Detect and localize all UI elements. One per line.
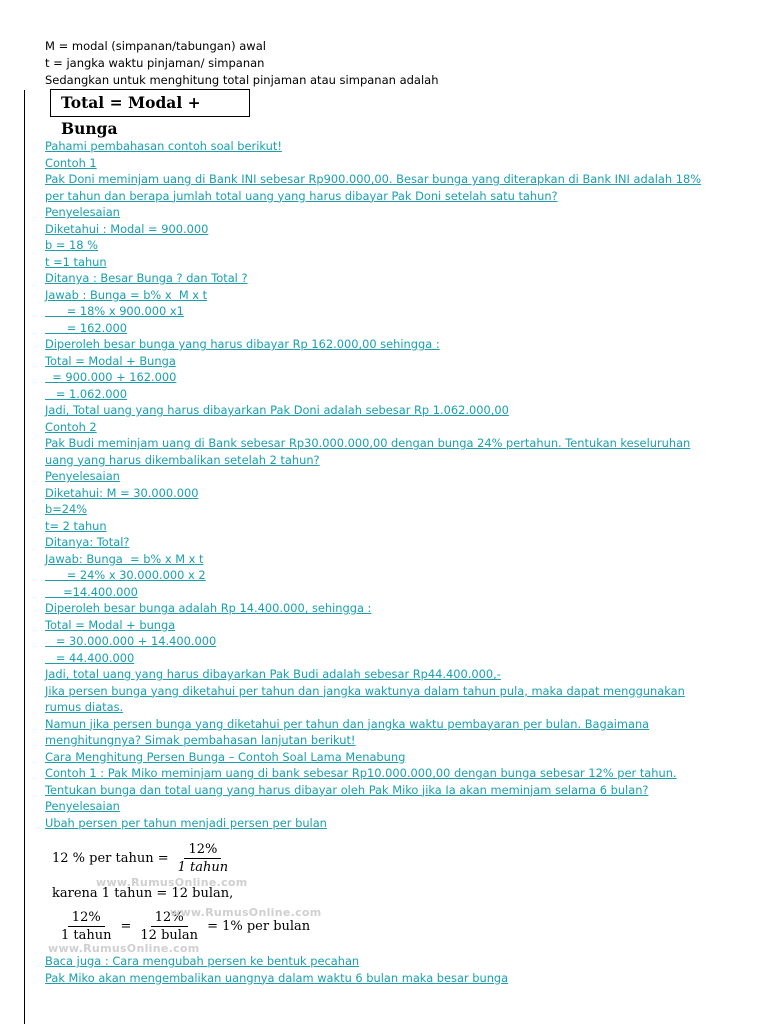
total-formula-box: Total = Modal + Bunga [50, 89, 250, 117]
content-line: menghitungnya? Simak pembahasan lanjutan berikut! [45, 733, 356, 747]
content-line: Contoh 1 : Pak Miko meminjam uang di bank sebesar Rp10.000.000,00 dengan bunga sebesar 12% per tahun. [45, 766, 677, 780]
content-line: = 44.400.000 [45, 650, 135, 665]
content-line: Penyelesaian [45, 799, 120, 813]
fraction-12-per-1-tahun-b [57, 910, 116, 943]
content-line: rumus diatas. [45, 700, 124, 714]
intro-line: Sedangkan untuk menghitung total pinjaman atau simpanan adalah [45, 73, 439, 87]
content-line: Diketahui: M = 30.000.000 [45, 485, 199, 500]
content-line: Jika persen bunga yang diketahui per tahun dan jangka waktunya dalam tahun pula, maka dapat menggunakan [45, 683, 685, 698]
content-line: Pak Doni meminjam uang di Bank INI sebesar Rp900.000,00. Besar bunga yang diterapkan di Bank INI adalah 18% [45, 172, 702, 186]
content-line: =14.400.000 [45, 584, 138, 599]
margin-line [24, 90, 25, 1024]
content-line: Ditanya: Total? [45, 535, 130, 549]
content-line: = 18% x 900.000 x1 [45, 304, 184, 318]
content-line: t= 2 tahun [45, 518, 107, 533]
watermark-text: www.RumusOnline.com [170, 906, 322, 919]
fraction-numerator: 12% [151, 910, 188, 927]
content-line: Pak Budi meminjam uang di Bank sebesar Rp30.000.000,00 dengan bunga 24% pertahun. Tentukan keseluruhan [45, 436, 691, 450]
content-line: Jawab: Bunga = b% x M x t [45, 551, 204, 566]
content-line: b=24% [45, 502, 88, 516]
math-row2: karena 1 tahun = 12 bulan, [52, 886, 234, 901]
content-line: Namun jika persen bunga yang diketahui per tahun dan jangka waktu pembayaran per bulan. Bagaimana [45, 716, 650, 731]
content-line: Penyelesaian [45, 205, 120, 219]
content-line: Pahami pembahasan contoh soal berikut! [45, 139, 282, 153]
math-row3-result: = 1% per bulan [207, 919, 311, 934]
content-line: uang yang harus dikembalikan setelah 2 tahun? [45, 452, 320, 467]
fraction-denominator: 1 tahun [61, 928, 112, 943]
fraction-numerator: 12% [68, 910, 105, 927]
content-line: Diperoleh besar bunga yang harus dibayar Rp 162.000,00 sehingga : [45, 337, 440, 351]
content-line: = 162.000 [45, 320, 127, 335]
content-line: b = 18 % [45, 238, 98, 252]
content-line: = 1.062.000 [45, 386, 127, 401]
fraction-denominator: 1 tahun [177, 860, 229, 875]
content-line: Cara Menghitung Persen Bunga – Contoh Soal Lama Menabung [45, 749, 406, 764]
intro-text [45, 38, 439, 89]
content-line: Ubah persen per tahun menjadi persen per bulan [45, 815, 327, 830]
math-row1-left: 12 % per tahun = [52, 851, 169, 866]
content-line: Jadi, Total uang yang harus dibayarkan Pak Doni adalah sebesar Rp 1.062.000,00 [45, 403, 509, 417]
content-line: = 900.000 + 162.000 [45, 370, 177, 384]
content-line: Tentukan bunga dan total uang yang harus dibayar oleh Pak Miko jika Ia akan meminjam selama 6 bulan? [45, 782, 649, 797]
content-line: Jadi, total uang yang harus dibayarkan Pak Budi adalah sebesar Rp44.400.000,- [45, 667, 501, 681]
bottom-links [45, 953, 508, 986]
content-line: Ditanya : Besar Bunga ? dan Total ? [45, 271, 248, 285]
fraction-denominator: 12 bulan [140, 928, 199, 943]
intro-line: t = jangka waktu pinjaman/ simpanan [45, 56, 265, 70]
fraction-12-per-1-tahun [174, 842, 233, 875]
article-body [45, 138, 735, 831]
content-line: Total = Modal + Bunga [45, 353, 176, 368]
content-line: t =1 tahun [45, 254, 107, 269]
content-line: Pak Miko akan mengembalikan uangnya dalam waktu 6 bulan maka besar bunga [45, 970, 509, 985]
content-line: Contoh 1 [45, 155, 97, 170]
content-line: per tahun dan berapa jumlah total uang yang harus dibayar Pak Doni setelah satu tahun? [45, 188, 558, 203]
percent-conversion-math [52, 842, 372, 952]
watermark-text: www.RumusOnline.com [48, 942, 200, 955]
intro-line: M = modal (simpanan/tabungan) awal [45, 39, 266, 53]
content-line: Total = Modal + bunga [45, 617, 176, 632]
baca-juga-link[interactable]: Baca juga : Cara mengubah persen ke bentuk pecahan [45, 954, 360, 968]
content-line: Diketahui : Modal = 900.000 [45, 221, 209, 236]
content-line: = 24% x 30.000.000 x 2 [45, 568, 206, 582]
fraction-numerator: 12% [184, 842, 221, 859]
content-line: Jawab : Bunga = b% x M x t [45, 287, 208, 302]
content-line: Diperoleh besar bunga adalah Rp 14.400.000, sehingga : [45, 601, 372, 615]
content-line: Penyelesaian [45, 469, 120, 483]
equals-sign: = [120, 919, 132, 934]
content-line: Contoh 2 [45, 419, 97, 434]
content-line: = 30.000.000 + 14.400.000 [45, 634, 217, 648]
watermark-text: www.RumusOnline.com [96, 876, 248, 889]
